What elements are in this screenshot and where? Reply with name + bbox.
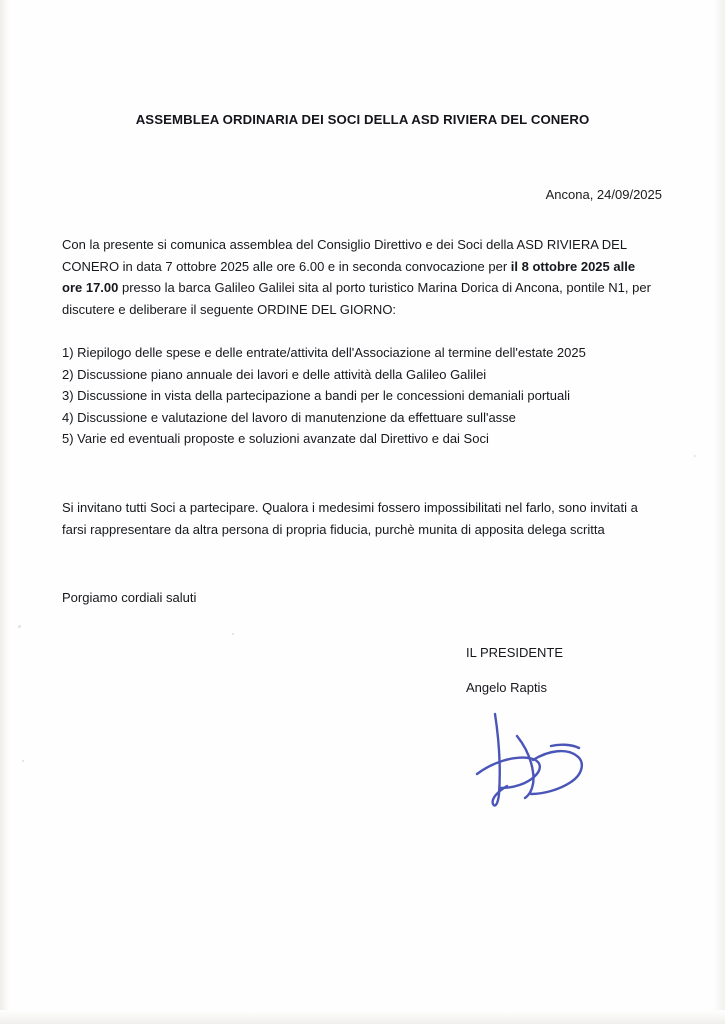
agenda-list bbox=[62, 342, 662, 450]
document-date: Ancona, 24/09/2025 bbox=[545, 187, 662, 202]
agenda-item: 2) Discussione piano annuale dei lavori e delle attività della Galileo Galilei bbox=[62, 366, 487, 382]
intro-paragraph bbox=[62, 234, 652, 320]
agenda-item: 3) Discussione in vista della partecipazione a bandi per le concessioni demaniali portuali bbox=[62, 388, 571, 403]
signature-name: Angelo Raptis bbox=[466, 680, 547, 695]
page-title: ASSEMBLEA ORDINARIA DEI SOCI DELLA ASD RIVIERA DEL CONERO bbox=[135, 112, 590, 127]
invitation-paragraph: Si invitano tutti Soci a partecipare. Qualora i medesimi fossero impossibilitati nel farlo, sono invitati a farsi rappresentare da altra persona di propria fiducia, purchè munita di apposita delega scritta bbox=[62, 500, 638, 537]
agenda-item: 5) Varie ed eventuali proposte e soluzioni avanzate dal Direttivo e dai Soci bbox=[62, 431, 489, 446]
agenda-item: 4) Discussione e valutazione del lavoro di manutenzione da effettuare sull'asse bbox=[62, 409, 516, 425]
page-edge-bottom bbox=[0, 1010, 725, 1024]
intro-part-1: Con la presente si comunica assemblea del Consiglio Direttivo e dei Soci della ASD RIVIERA DEL CONERO in data 7 ottobre 2025 alle ore 6.00 e in seconda convocazione per bbox=[62, 237, 627, 274]
scan-speck bbox=[232, 633, 234, 635]
intro-part-2: presso la barca Galileo Galilei sita al porto turistico Marina Dorica di Ancona, pontile N1, per discutere e deliberare il seguente ORDINE DEL GIORNO: bbox=[62, 280, 651, 317]
closing-greeting: Porgiamo cordiali saluti bbox=[62, 590, 197, 605]
signature-role: IL PRESIDENTE bbox=[466, 645, 564, 660]
scan-speck bbox=[694, 455, 696, 457]
scan-speck bbox=[22, 760, 24, 762]
page-edge-right bbox=[713, 0, 725, 1024]
agenda-item: 1) Riepilogo delle spese e delle entrate/attivita dell'Associazione al termine dell'estate 2025 bbox=[62, 345, 586, 360]
intro-bold-datetime: il 8 ottobre 2025 alle ore 17.00 bbox=[62, 258, 636, 295]
page-edge-left bbox=[0, 0, 10, 1024]
handwritten-signature-icon bbox=[455, 700, 625, 820]
scan-speck bbox=[18, 625, 21, 628]
